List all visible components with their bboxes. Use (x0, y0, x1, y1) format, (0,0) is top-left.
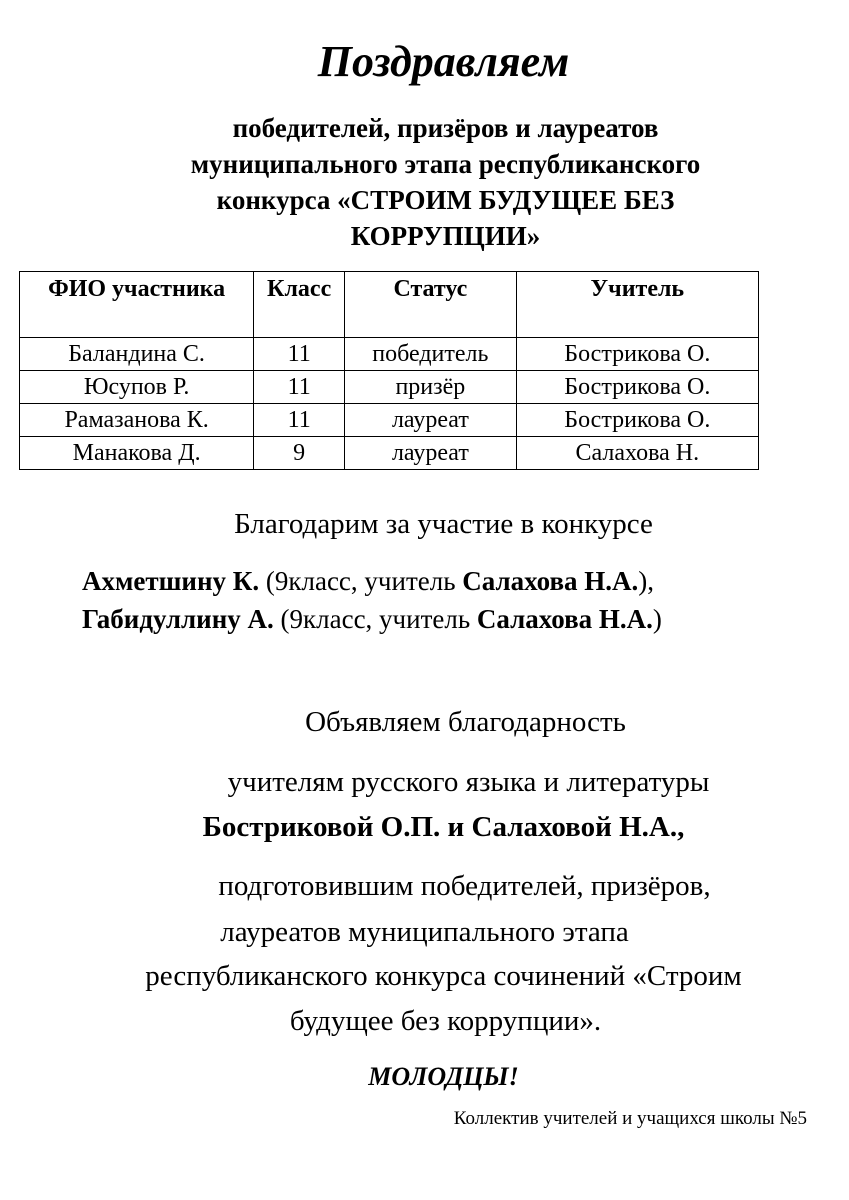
cell-grade: 9 (254, 437, 345, 470)
column-header-grade: Класс (254, 272, 345, 338)
column-header-status: Статус (345, 272, 517, 338)
participant-details-end: ), (638, 566, 655, 596)
cell-teacher: Бострикова О. (516, 338, 758, 371)
cell-status: призёр (345, 371, 517, 404)
column-header-teacher: Учитель (516, 272, 758, 338)
subtitle-line: муниципального этапа республиканского (190, 149, 701, 179)
announcement-line: учителям русского языка и литературы (227, 766, 710, 798)
announcement-heading: Объявляем благодарность (305, 706, 626, 738)
cell-name: Манакова Д. (20, 437, 254, 470)
cell-status: победитель (345, 338, 517, 371)
subtitle (0, 110, 849, 254)
cell-teacher: Салахова Н. (516, 437, 758, 470)
table-row (20, 404, 759, 437)
subtitle-line: конкурса «СТРОИМ БУДУЩЕЕ БЕЗ (216, 185, 675, 215)
participant-details-end: ) (652, 604, 662, 634)
participant-name: Габидуллину А. (82, 604, 274, 634)
cell-name: Баландина С. (20, 338, 254, 371)
subtitle-line: КОРРУПЦИИ» (350, 221, 541, 251)
cell-name: Рамазанова К. (20, 404, 254, 437)
participant-teacher: Салахова Н.А. (462, 566, 639, 596)
participant-details: (9класс, учитель (273, 604, 477, 634)
participant-name: Ахметшину К. (82, 566, 260, 596)
winners-table (19, 271, 759, 470)
signature: Коллектив учителей и учащихся школы №5 (453, 1108, 807, 1129)
cell-name: Юсупов Р. (20, 371, 254, 404)
announcement-body-line: будущее без коррупции». (289, 1005, 602, 1037)
cell-teacher: Бострикова О. (516, 404, 758, 437)
thanks-participant (82, 563, 654, 599)
announcement-teachers: Бостриковой О.П. и Салаховой Н.А., (202, 811, 685, 843)
page-title: Поздравляем (317, 37, 570, 86)
participant-teacher: Салахова Н.А. (476, 604, 653, 634)
thanks-participant (82, 601, 662, 637)
subtitle-line: победителей, призёров и лауреатов (232, 113, 659, 143)
cell-status: лауреат (345, 437, 517, 470)
cell-teacher: Бострикова О. (516, 371, 758, 404)
cell-grade: 11 (254, 404, 345, 437)
announcement-body-line: подготовившим победителей, призёров, (218, 870, 711, 902)
announcement-body-line: республиканского конкурса сочинений «Строим (145, 960, 742, 992)
table-row (20, 338, 759, 371)
table-header-row (20, 272, 759, 338)
cell-grade: 11 (254, 371, 345, 404)
table-row (20, 371, 759, 404)
participant-details: (9класс, учитель (259, 566, 463, 596)
thanks-heading: Благодарим за участие в конкурсе (234, 508, 653, 540)
announcement-body-line: лауреатов муниципального этапа (220, 916, 629, 948)
column-header-name: ФИО участника (20, 272, 254, 338)
table-row (20, 437, 759, 470)
cell-status: лауреат (345, 404, 517, 437)
closing-exclamation: МОЛОДЦЫ! (368, 1062, 519, 1091)
cell-grade: 11 (254, 338, 345, 371)
